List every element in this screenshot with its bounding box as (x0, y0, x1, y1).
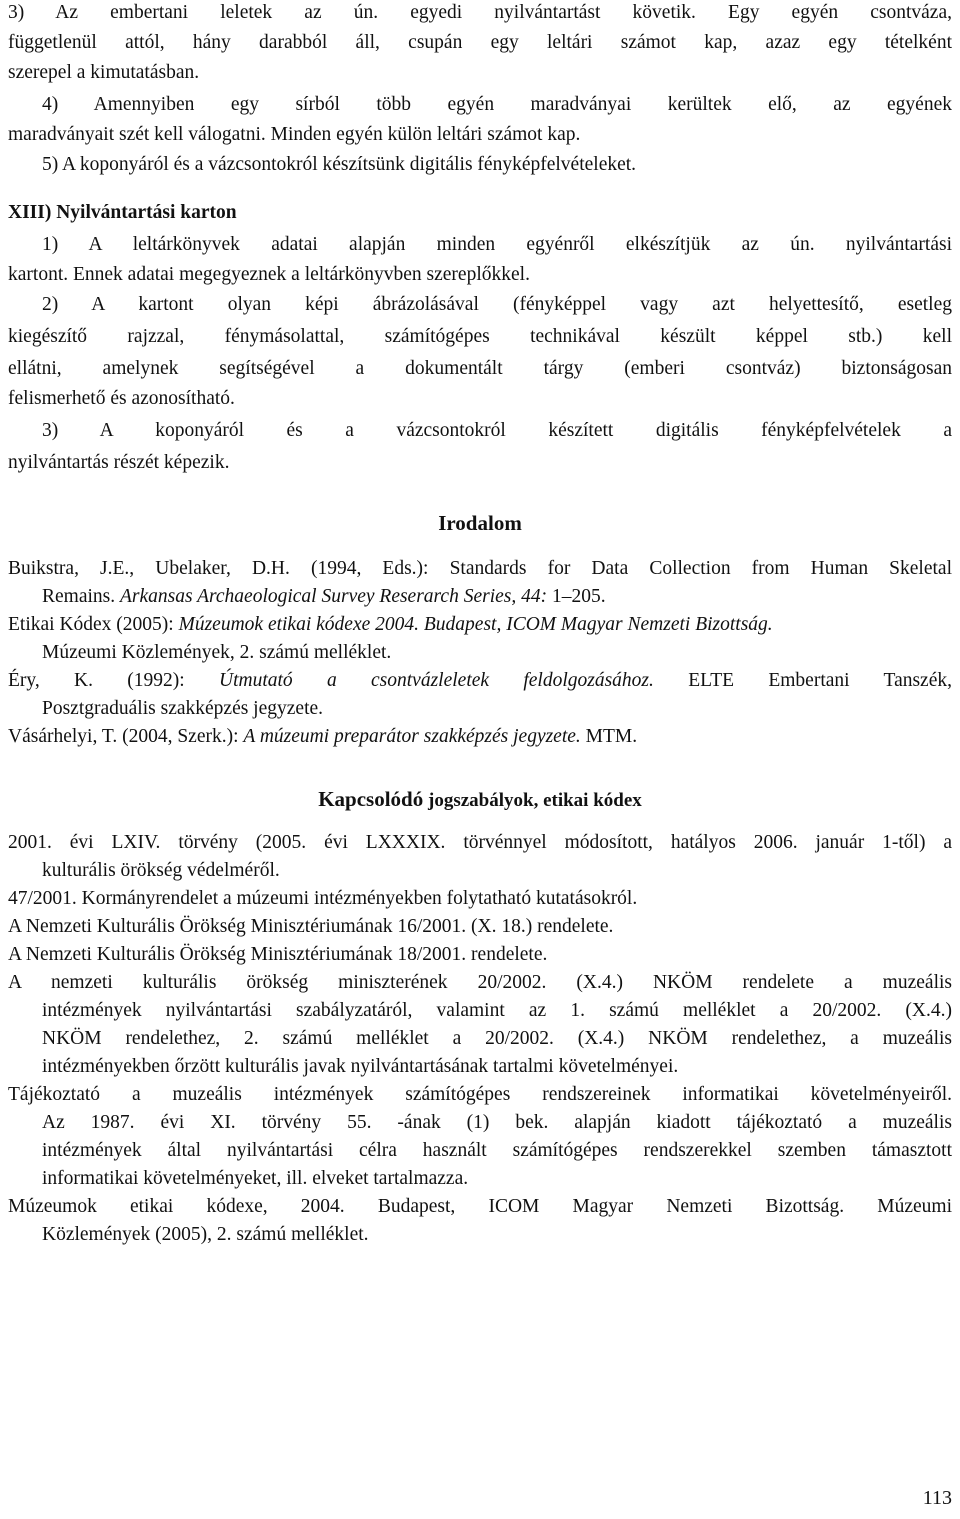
text-line: 3) A koponyáról és a vázcsontokról készített digitális fényképfelvételek a (42, 420, 952, 441)
reference-line: Éry, K. (1992): Útmutató a csontvázleletek feldolgozásához. ELTE Embertani Tanszék, (8, 670, 952, 691)
text-line: függetlenül attól, hány darabból áll, csupán egy leltári számot kap, azaz egy tételként (8, 32, 952, 53)
text-line: 1) A leltárkönyvek adatai alapján minden egyénről elkészítjük az ún. nyilvántartási (42, 234, 952, 255)
law-line: intézmények nyilvántartási szabályzatáról, valamint az 1. számú melléklet a 20/2002. (X.4.) (42, 1000, 952, 1021)
text-line: maradványait szét kell válogatni. Minden egyén külön leltári számot kap. (8, 124, 581, 145)
text-line: 4) Amennyiben egy sírból több egyén maradványai kerültek elő, az egyének (42, 94, 952, 115)
law-line: intézményekben őrzött kulturális javak nyilvántartásának tartalmi követelményei. (42, 1056, 679, 1077)
law-line: NKÖM rendelethez, 2. számú melléklet a 20/2002. (X.4.) NKÖM rendelethez, a muzeális (42, 1028, 952, 1049)
reference-line: Remains. Arkansas Archaeological Survey Reserarch Series, 44: 1–205. (42, 586, 606, 607)
section-heading: XIII) Nyilvántartási karton (8, 202, 237, 223)
text-line: 3) Az embertani leletek az ún. egyedi nyilvántartást követik. Egy egyén csontváza, (8, 2, 952, 23)
law-line: kulturális örökség védelméről. (42, 860, 280, 881)
reference-line: Vásárhelyi, T. (2004, Szerk.): A múzeumi preparátor szakképzés jegyzete. MTM. (8, 726, 638, 747)
text-line: kartont. Ennek adatai megegyeznek a leltárkönyvben szereplőkkel. (8, 264, 530, 285)
reference-line: Buikstra, J.E., Ubelaker, D.H. (1994, Eds.): Standards for Data Collection from Human Skeletal (8, 558, 952, 579)
law-line: intézmények által nyilvántartási célra használt számítógépes rendszerekkel szemben támasztott (42, 1140, 952, 1161)
jogszabalyok-heading: Kapcsolódó jogszabályok, etikai kódex (318, 787, 642, 811)
text-line: nyilvántartás részét képezik. (8, 452, 230, 473)
law-line: 47/2001. Kormányrendelet a múzeumi intézményekben folytatható kutatásokról. (8, 888, 638, 909)
text-line: 2) A kartont olyan képi ábrázolásával (fényképpel vagy azt helyettesítő, esetleg (42, 294, 952, 315)
page-number: 113 (922, 1487, 952, 1509)
text-line: kiegészítő rajzzal, fénymásolattal, számítógépes technikával készült képpel stb.) kell (8, 326, 952, 347)
law-line: Tájékoztató a muzeális intézmények számítógépes rendszereinek informatikai követelményeiről. (8, 1084, 952, 1105)
law-line: Múzeumok etikai kódexe, 2004. Budapest, ICOM Magyar Nemzeti Bizottság. Múzeumi (8, 1196, 952, 1217)
reference-line: Posztgraduális szakképzés jegyzete. (42, 698, 324, 719)
law-line: A Nemzeti Kulturális Örökség Minisztériumának 18/2001. rendelete. (8, 944, 548, 965)
irodalom-heading: Irodalom (438, 511, 522, 535)
reference-line: Etikai Kódex (2005): Múzeumok etikai kódexe 2004. Budapest, ICOM Magyar Nemzeti Bizottság. (8, 614, 773, 635)
text-line: felismerhető és azonosítható. (8, 388, 235, 409)
reference-line: Múzeumi Közlemények, 2. számú melléklet. (42, 642, 392, 663)
text-line: 5) A koponyáról és a vázcsontokról készítsünk digitális fényképfelvételeket. (42, 154, 637, 175)
law-line: informatikai követelményeket, ill. elveket tartalmazza. (42, 1168, 469, 1189)
text-line: ellátni, amelynek segítségével a dokumentált tárgy (emberi csontváz) biztonságosan (8, 358, 952, 379)
law-line: A nemzeti kulturális örökség miniszterének 20/2002. (X.4.) NKÖM rendelete a muzeális (8, 972, 952, 993)
law-line: 2001. évi LXIV. törvény (2005. évi LXXXIX. törvénnyel módosított, hatályos 2006. január 1-től) a (8, 832, 952, 853)
law-line: A Nemzeti Kulturális Örökség Minisztériumának 16/2001. (X. 18.) rendelete. (8, 916, 614, 937)
law-line: Közlemények (2005), 2. számú melléklet. (42, 1224, 369, 1245)
text-line: szerepel a kimutatásban. (8, 62, 200, 83)
law-line: Az 1987. évi XI. törvény 55. -ának (1) bek. alapján kiadott tájékoztató a muzeális (42, 1112, 952, 1133)
